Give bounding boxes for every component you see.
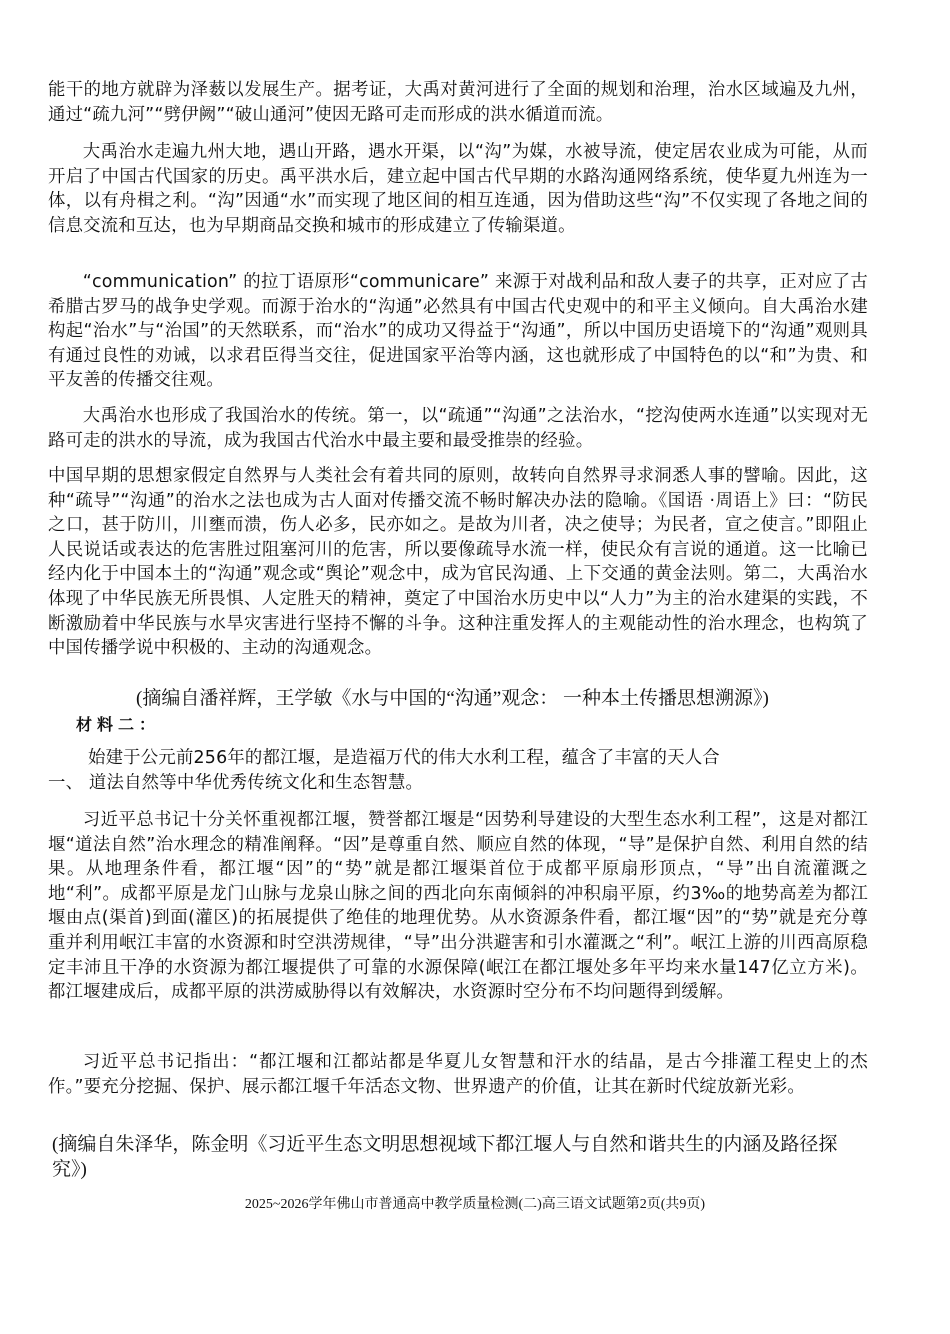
paragraph-1: 能干的地方就辟为泽薮以发展生产。据考证，大禹对黄河进行了全面的规划和治理，治水区域遍及九州，通过“疏九河”“劈伊阙”“破山通河”使因无路可走而形成的洪水循道而流。 [48, 80, 868, 125]
paragraph-4: 大禹治水也形成了我国治水的传统。第一，以“疏通”“沟通”之法治水，“挖沟使两水连通”以实现对无路可走的洪水的导流，成为我国古代治水中最主要和最受推崇的经验。 [48, 406, 868, 451]
section-heading-material-2: 材料二： [76, 715, 161, 734]
paragraph-5: 中国早期的思想家假定自然界与人类社会有着共同的原则，故转向自然界寻求洞悉人事的譬喻。因此，这种“疏导”“沟通”的治水之法也成为古人面对传播交流不畅时解决办法的隐喻。《国语 ·周语上》曰：“防民之口，甚于防川，川壅而溃，伤人必多，民亦如之。是故为川者，决之使导；为民者，宣之使言。”即阻止人民说话或表达的危害胜过阻塞河川的危害，所以要像疏导水流一样，使民众有言说的通道。这一比喻已经内化于中国本土的“沟通”观念或“舆论”观念中，成为官民沟通、上下交通的黄金法则。第二，大禹治水体现了中华民族无所畏惧、人定胜天的精神，奠定了中国治水历史中以“人力”为主的治水建渠的实践，不断激励着中华民族与水旱灾害进行坚持不懈的斗争。这种注重发挥人的主观能动性的治水理念，也构筑了中国传播学说中积极的、主动的沟通观念。 [48, 466, 868, 659]
paragraph-3: “communication” 的拉丁语原形“communicare” 来源于对战利品和敌人妻子的共享，正对应了古希腊古罗马的战争史学观。而源于治水的“沟通”必然具有中国古代史观中的和平主义倾向。自大禹治水建构起“治水”与“治国”的天然联系，而“治水”的成功又得益于“沟通”，所以中国历史语境下的“沟通”观则具有通过良性的劝诫，以求君臣得当交往，促进国家平治等内涵，这也就形成了中国特色的以“和”为贵、和平友善的传播交往观。 [48, 272, 868, 391]
citation-1: (摘编自潘祥辉，王学敏《水与中国的“沟通”观念： 一种本土传播思想溯源》) [136, 688, 769, 709]
citation-2: (摘编自朱泽华，陈金明《习近平生态文明思想视域下都江堰人与自然和谐共生的内涵及路径探究》) [52, 1134, 838, 1180]
paragraph-8: 习近平总书记指出：“都江堰和江都站都是华夏儿女智慧和汗水的结晶，是古今排灌工程史上的杰作。”要充分挖掘、保护、展示都江堰千年活态文物、世界遗产的价值，让其在新时代绽放新光彩。 [48, 1052, 868, 1097]
paragraph-6-line-2: 一、 道法自然等中华优秀传统文化和生态智慧。 [48, 773, 424, 793]
page-footer: 2025~2026学年佛山市普通高中教学质量检测(二)高三语文试题第2页(共9页) [244, 1197, 706, 1212]
paragraph-7: 习近平总书记十分关怀重视都江堰，赞誉都江堰是“因势利导建设的大型生态水利工程”，这是对都江堰“道法自然”治水理念的精准阐释。“因”是尊重自然、顺应自然的体现，“导”是保护自然、利用自然的结果。从地理条件看，都江堰“因”的“势”就是都江堰渠首位于成都平原扇形顶点，“导”出自流灌溉之地“利”。成都平原是龙门山脉与龙泉山脉之间的西北向东南倾斜的冲积扇平原，约3‰的地势高差为都江堰由点(渠首)到面(灌区)的拓展提供了绝佳的地理优势。从水资源条件看，都江堰“因”的“势”就是充分尊重并利用岷江丰富的水资源和时空洪涝规律，“导”出分洪避害和引水灌溉之“利”。岷江上游的川西高原稳定丰沛且干净的水资源为都江堰提供了可靠的水源保障(岷江在都江堰处多年平均来水量147亿立方米)。都江堰建成后，成都平原的洪涝威胁得以有效解决，水资源时空分布不均问题得到缓解。 [48, 810, 868, 1003]
paragraph-2: 大禹治水走遍九州大地，遇山开路，遇水开渠，以“沟”为媒，水被导流，使定居农业成为可能，从而开启了中国古代国家的历史。禹平洪水后，建立起中国古代早期的水路沟通网络系统，使华夏九州连为一体，以有舟楫之利。“沟”因通“水”而实现了地区间的相互连通，因为借助这些“沟”不仅实现了各地之间的信息交流和互达，也为早期商品交换和城市的形成建立了传输渠道。 [48, 142, 868, 236]
paragraph-6-line-1: 始建于公元前256年的都江堰，是造福万代的伟大水利工程，蕴含了丰富的天人合 [88, 748, 720, 768]
